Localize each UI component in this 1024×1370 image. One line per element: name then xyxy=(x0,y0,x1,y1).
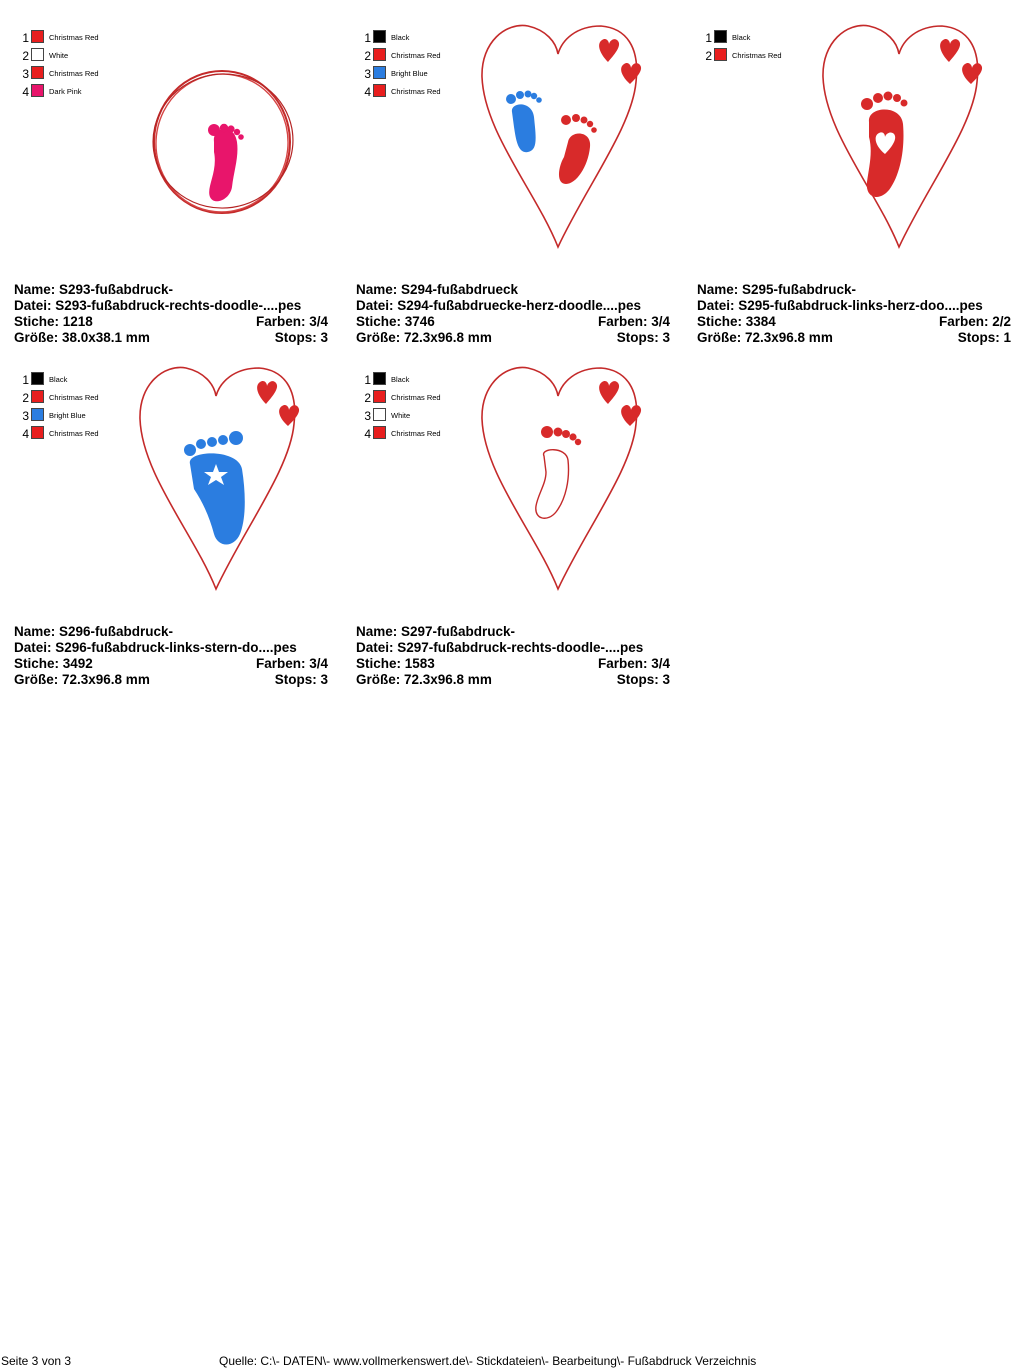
design-file: Datei: S297-fußabdruck-rechts-doodle-....pes xyxy=(356,640,644,655)
legend-number: 2 xyxy=(364,49,371,63)
thread-color-name: Black xyxy=(732,33,751,42)
thread-color-name: Christmas Red xyxy=(732,51,782,60)
legend-number: 3 xyxy=(364,409,371,423)
color-swatch xyxy=(31,372,44,385)
embroidery-preview-image xyxy=(134,364,334,594)
design-card-s297 xyxy=(356,370,686,700)
thread-color-name: Bright Blue xyxy=(49,411,86,420)
stitch-count: Stiche: 3384 xyxy=(697,314,776,329)
design-file: Datei: S293-fußabdruck-rechts-doodle-....pes xyxy=(14,298,302,313)
stop-count: Stops: 3 xyxy=(616,330,670,345)
legend-number: 2 xyxy=(22,391,29,405)
thread-color-name: Christmas Red xyxy=(391,393,441,402)
design-name: Name: S297-fußabdruck- xyxy=(356,624,516,639)
stitch-count: Stiche: 1583 xyxy=(356,656,435,671)
design-card-s295 xyxy=(697,28,1024,358)
color-swatch xyxy=(31,426,44,439)
color-swatch xyxy=(31,408,44,421)
color-swatch xyxy=(373,390,386,403)
source-path: Quelle: C:\- DATEN\- www.vollmerkenswert.de\- Stickdateien\- Bearbeitung\- Fußabdruck Verzeichnis xyxy=(219,1354,757,1368)
thread-color-name: Christmas Red xyxy=(391,51,441,60)
design-file: Datei: S295-fußabdruck-links-herz-doo....pes xyxy=(697,298,983,313)
legend-number: 1 xyxy=(22,373,29,387)
color-swatch xyxy=(373,408,386,421)
color-swatch xyxy=(31,30,44,43)
thread-color-name: Black xyxy=(49,375,68,384)
design-name: Name: S295-fußabdruck- xyxy=(697,282,857,297)
legend-number: 1 xyxy=(22,31,29,45)
color-swatch xyxy=(31,66,44,79)
design-info xyxy=(356,624,670,688)
legend-number: 1 xyxy=(364,31,371,45)
stop-count: Stops: 1 xyxy=(957,330,1011,345)
legend-number: 2 xyxy=(364,391,371,405)
embroidery-preview-image xyxy=(134,22,334,252)
legend-number: 4 xyxy=(22,85,29,99)
design-card-s294 xyxy=(356,28,686,358)
color-count: Farben: 3/4 xyxy=(255,314,328,329)
legend-number: 2 xyxy=(705,49,712,63)
color-swatch xyxy=(373,426,386,439)
thread-color-name: Dark Pink xyxy=(49,87,82,96)
color-swatch xyxy=(373,66,386,79)
thread-color-name: Bright Blue xyxy=(391,69,428,78)
thread-color-name: Black xyxy=(391,375,410,384)
design-info xyxy=(14,624,328,688)
color-swatch xyxy=(373,48,386,61)
design-size: Größe: 72.3x96.8 mm xyxy=(356,330,492,345)
design-size: Größe: 72.3x96.8 mm xyxy=(697,330,833,345)
legend-number: 3 xyxy=(22,67,29,81)
stitch-count: Stiche: 1218 xyxy=(14,314,93,329)
color-count: Farben: 3/4 xyxy=(597,314,670,329)
color-swatch xyxy=(714,30,727,43)
design-card-s293 xyxy=(14,28,344,358)
legend-number: 1 xyxy=(364,373,371,387)
stitch-count: Stiche: 3492 xyxy=(14,656,93,671)
design-name: Name: S294-fußabdrueck xyxy=(356,282,519,297)
thread-color-name: White xyxy=(49,51,69,60)
thread-color-name: Christmas Red xyxy=(49,429,99,438)
legend-number: 4 xyxy=(364,427,371,441)
legend-number: 4 xyxy=(364,85,371,99)
design-name: Name: S293-fußabdruck- xyxy=(14,282,174,297)
color-count: Farben: 3/4 xyxy=(597,656,670,671)
color-swatch xyxy=(31,84,44,97)
thread-color-name: Christmas Red xyxy=(391,87,441,96)
design-size: Größe: 38.0x38.1 mm xyxy=(14,330,150,345)
stop-count: Stops: 3 xyxy=(274,672,328,687)
design-file: Datei: S294-fußabdruecke-herz-doodle....pes xyxy=(356,298,642,313)
color-swatch xyxy=(714,48,727,61)
design-size: Größe: 72.3x96.8 mm xyxy=(356,672,492,687)
color-swatch xyxy=(31,390,44,403)
design-name: Name: S296-fußabdruck- xyxy=(14,624,174,639)
embroidery-preview-image xyxy=(476,364,676,594)
design-info xyxy=(697,282,1011,346)
embroidery-preview-image xyxy=(476,22,676,252)
color-swatch xyxy=(31,48,44,61)
stop-count: Stops: 3 xyxy=(616,672,670,687)
stitch-count: Stiche: 3746 xyxy=(356,314,435,329)
thread-color-name: Christmas Red xyxy=(391,429,441,438)
thread-color-name: Black xyxy=(391,33,410,42)
page-number: Seite 3 von 3 xyxy=(1,1354,72,1368)
design-info xyxy=(356,282,670,346)
color-swatch xyxy=(373,372,386,385)
thread-color-name: Christmas Red xyxy=(49,69,99,78)
thread-color-name: Christmas Red xyxy=(49,33,99,42)
thread-color-name: Christmas Red xyxy=(49,393,99,402)
color-swatch xyxy=(373,84,386,97)
legend-number: 2 xyxy=(22,49,29,63)
legend-number: 3 xyxy=(364,67,371,81)
color-count: Farben: 3/4 xyxy=(255,656,328,671)
legend-number: 3 xyxy=(22,409,29,423)
legend-number: 4 xyxy=(22,427,29,441)
design-card-s296 xyxy=(14,370,344,700)
design-file: Datei: S296-fußabdruck-links-stern-do....pes xyxy=(14,640,297,655)
embroidery-preview-image xyxy=(817,22,1017,252)
design-size: Größe: 72.3x96.8 mm xyxy=(14,672,150,687)
thread-color-name: White xyxy=(391,411,411,420)
legend-number: 1 xyxy=(705,31,712,45)
design-info xyxy=(14,282,328,346)
stop-count: Stops: 3 xyxy=(274,330,328,345)
color-swatch xyxy=(373,30,386,43)
color-count: Farben: 2/2 xyxy=(938,314,1011,329)
